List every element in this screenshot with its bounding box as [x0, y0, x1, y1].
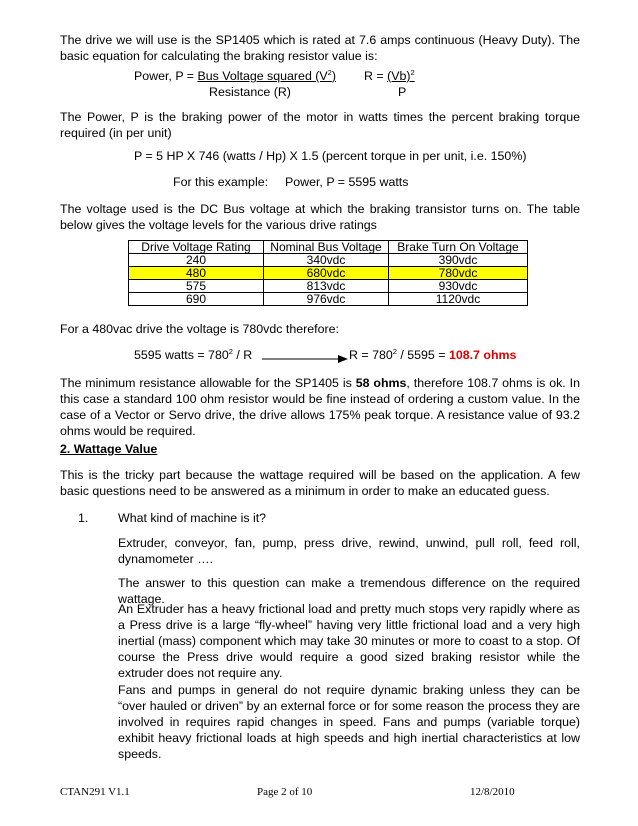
footer-page-number: Page 2 of 10	[257, 786, 313, 798]
answer-paragraph: The answer to this question can make a tremendous difference on the required wattage.	[118, 576, 580, 606]
list-number: 1.	[78, 511, 89, 525]
section-2-heading: 2. Wattage Value	[60, 442, 158, 456]
resistance-equation-denominator: P	[398, 85, 407, 99]
power-paragraph: The Power, P is the braking power of the motor in watts times the percent braking torque required (in per unit)	[60, 110, 580, 140]
calc-left: 5595 watts = $780^2$ / R	[134, 347, 253, 362]
question-1: What kind of machine is it?	[118, 511, 267, 525]
fans-pumps-paragraph: Fans and pumps in general do not require dynamic braking unless they can be “over hauled or driven” by an external force or for some reason the process they are involved in requires rapid changes in speed. Fans and pumps (variable torque) exhibit heavy frictional loads at high speeds and high inertial characteristics at low speeds.	[118, 683, 580, 761]
footer-doc-id: CTAN291 V1.1	[60, 786, 130, 798]
table-cell: 575	[129, 280, 264, 293]
resistance-equation: $R = (Vb)^2$	[364, 68, 415, 83]
intro-paragraph: The drive we will use is the SP1405 which is rated at 7.6 amps continuous (Heavy Duty). The basic equation for calculating the braking resistor value is:	[60, 33, 580, 63]
example-label: For this example:	[173, 175, 269, 189]
footer-date: 12/8/2010	[470, 786, 515, 798]
min-resistance-paragraph: The minimum resistance allowable for the SP1405 is 58 ohms, therefore 108.7 ohms is ok. In this case a standard 100 ohm resistor would be fine instead of ordering a custom value. In the case of a Vector or Servo drive, the drive allows 175% peak torque. A resistance value of 93.2 ohms would be required.	[60, 376, 580, 438]
voltage-paragraph: The voltage used is the DC Bus voltage at which the braking transistor turns on. The table below gives the voltage levels for the various drive ratings	[60, 202, 580, 232]
table-cell: 240	[129, 254, 264, 267]
equation-denominator: Resistance (R)	[209, 85, 291, 99]
extruder-paragraph: An Extruder has a heavy frictional load and pretty much stops very rapidly where as a Press drive is a large “fly-wheel” having very little frictional load and a very high inertial (mass) component which may take 30 minutes or more to coast to a stop. Of course the Press drive would require a good sized braking resistor while the extruder does not require any.	[118, 602, 580, 680]
drive-480-paragraph: For a 480vac drive the voltage is 780vdc therefore:	[60, 322, 339, 336]
example-value: Power, P = 5595 watts	[285, 175, 409, 189]
equation-lhs: Power, P =	[134, 69, 198, 83]
table-header: Drive Voltage Rating	[129, 241, 264, 254]
voltage-table	[128, 240, 528, 306]
table-cell: 1120vdc	[389, 293, 528, 306]
calc-right: $R = 780^2 / 5595 = 108.7$ ohms	[349, 347, 517, 362]
table-header: Nominal Bus Voltage	[264, 241, 389, 254]
calc-result: 108.7 ohms	[448, 348, 517, 362]
equation-numerator: Bus Voltage squared $(V^2)$	[197, 68, 336, 83]
table-cell: 340vdc	[264, 254, 389, 267]
table-cell: 813vdc	[264, 280, 389, 293]
table-row-highlighted	[129, 267, 528, 280]
table-cell: 680vdc	[264, 267, 389, 280]
table-row	[129, 280, 528, 293]
power-calculation: P = 5 HP X 746 (watts / Hp) X 1.5 (percent torque in per unit, i.e. 150%)	[134, 149, 527, 163]
table-cell: 930vdc	[389, 280, 528, 293]
table-cell: 480	[129, 267, 264, 280]
right-arrow-icon	[262, 354, 348, 364]
table-cell: 390vdc	[389, 254, 528, 267]
table-cell: 780vdc	[389, 267, 528, 280]
table-row	[129, 293, 528, 306]
table-cell: 690	[129, 293, 264, 306]
machine-examples: Extruder, conveyor, fan, pump, press drive, rewind, unwind, pull roll, feed roll, dynamometer ….	[118, 536, 580, 566]
table-cell: 976vdc	[264, 293, 389, 306]
power-equation-numerator-line	[134, 68, 336, 84]
table-header: Brake Turn On Voltage	[389, 241, 528, 254]
table-header-row	[129, 241, 528, 254]
table-row	[129, 254, 528, 267]
wattage-paragraph: This is the tricky part because the wattage required will be based on the application. A few basic questions need to be answered as a minimum in order to make an educated guess.	[60, 468, 580, 498]
